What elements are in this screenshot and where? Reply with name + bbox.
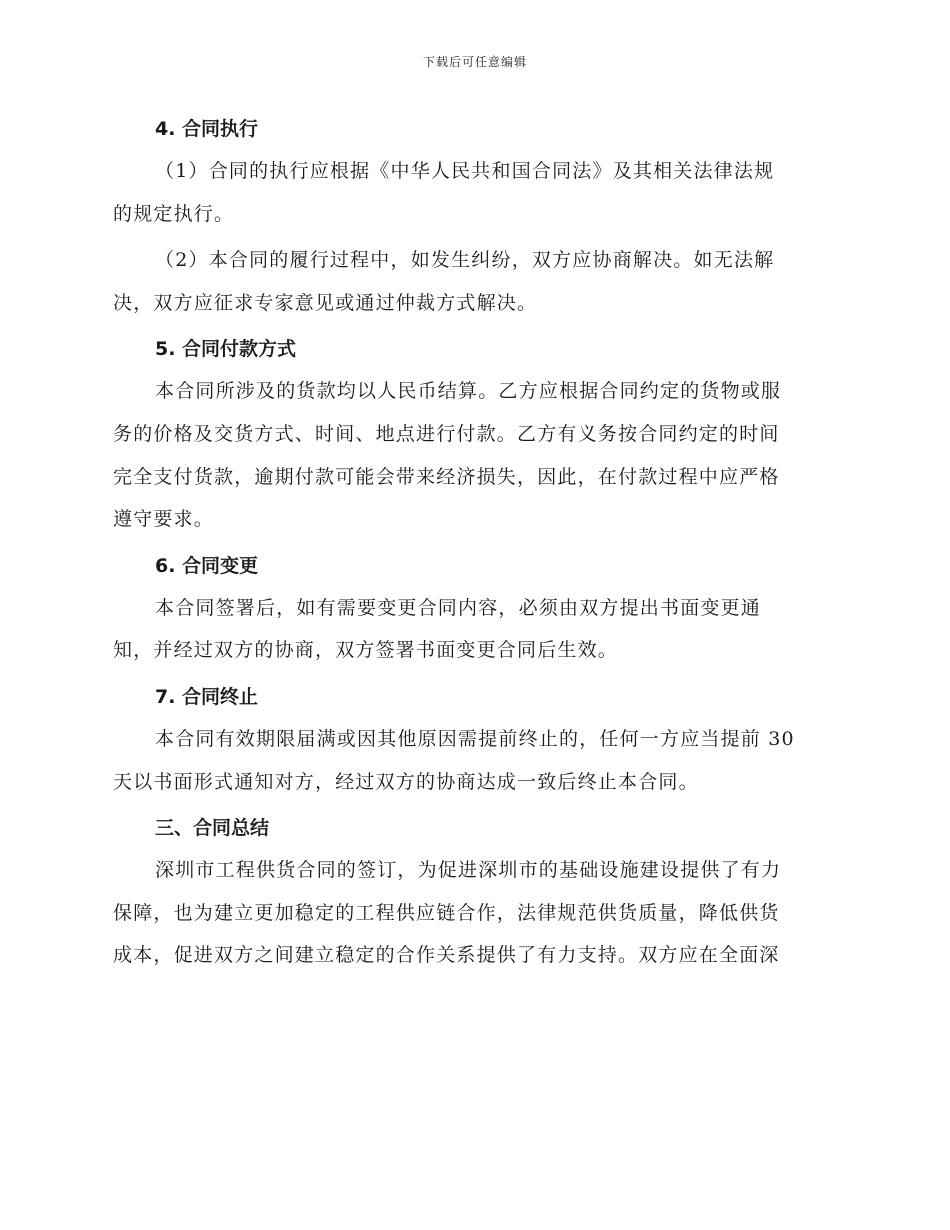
text-line: 决，双方应征求专家意见或通过仲裁方式解决。 bbox=[113, 291, 538, 314]
paragraph bbox=[113, 849, 833, 977]
paragraph bbox=[113, 370, 833, 540]
paragraph bbox=[113, 239, 833, 324]
text-line: 本合同签署后，如有需要变更合同内容，必须由双方提出书面变更通 bbox=[155, 596, 762, 619]
text-line: （1）合同的执行应根据《中华人民共和国合同法》及其相关法律法规 bbox=[155, 160, 775, 182]
text-line: 保障，也为建立更加稳定的工程供应链合作，法律规范供货质量，降低供货 bbox=[113, 901, 780, 924]
section-heading: 7. 合同终止 bbox=[155, 685, 259, 708]
text-line: 本合同所涉及的货款均以人民币结算。乙方应根据合同约定的货物或服 bbox=[155, 380, 782, 403]
text-line: 知，并经过双方的协商，双方签署书面变更合同后生效。 bbox=[113, 639, 619, 662]
text-line: 务的价格及交货方式、时间、地点进行付款。乙方有义务按合同约定的时间 bbox=[113, 422, 780, 445]
paragraph bbox=[113, 150, 833, 235]
section-heading: 4. 合同执行 bbox=[155, 118, 259, 140]
text-line: 成本，促进双方之间建立稳定的合作关系提供了有力支持。双方应在全面深 bbox=[113, 944, 780, 967]
paragraph bbox=[113, 587, 833, 672]
text-line: 完全支付货款，逾期付款可能会带来经济损失，因此，在付款过程中应严格 bbox=[113, 465, 780, 488]
text-line: （2）本合同的履行过程中，如发生纠纷，双方应协商解决。如无法解 bbox=[155, 249, 775, 272]
paragraph bbox=[113, 718, 833, 803]
section-heading: 三、合同总结 bbox=[155, 817, 270, 840]
text-line: 遵守要求。 bbox=[113, 508, 215, 531]
page-header: 下载后可任意编辑 bbox=[422, 55, 527, 69]
text-line: 本合同有效期限届满或因其他原因需提前终止的，任何一方应当提前 30 bbox=[155, 727, 795, 750]
section-heading: 5. 合同付款方式 bbox=[155, 338, 297, 361]
document-body bbox=[113, 108, 833, 981]
text-line: 天以书面形式通知对方，经过双方的协商达成一致后终止本合同。 bbox=[113, 770, 699, 793]
section-heading: 6. 合同变更 bbox=[155, 554, 259, 577]
text-line: 深圳市工程供货合同的签订，为促进深圳市的基础设施建设提供了有力 bbox=[155, 859, 782, 882]
text-line: 的规定执行。 bbox=[113, 202, 235, 225]
